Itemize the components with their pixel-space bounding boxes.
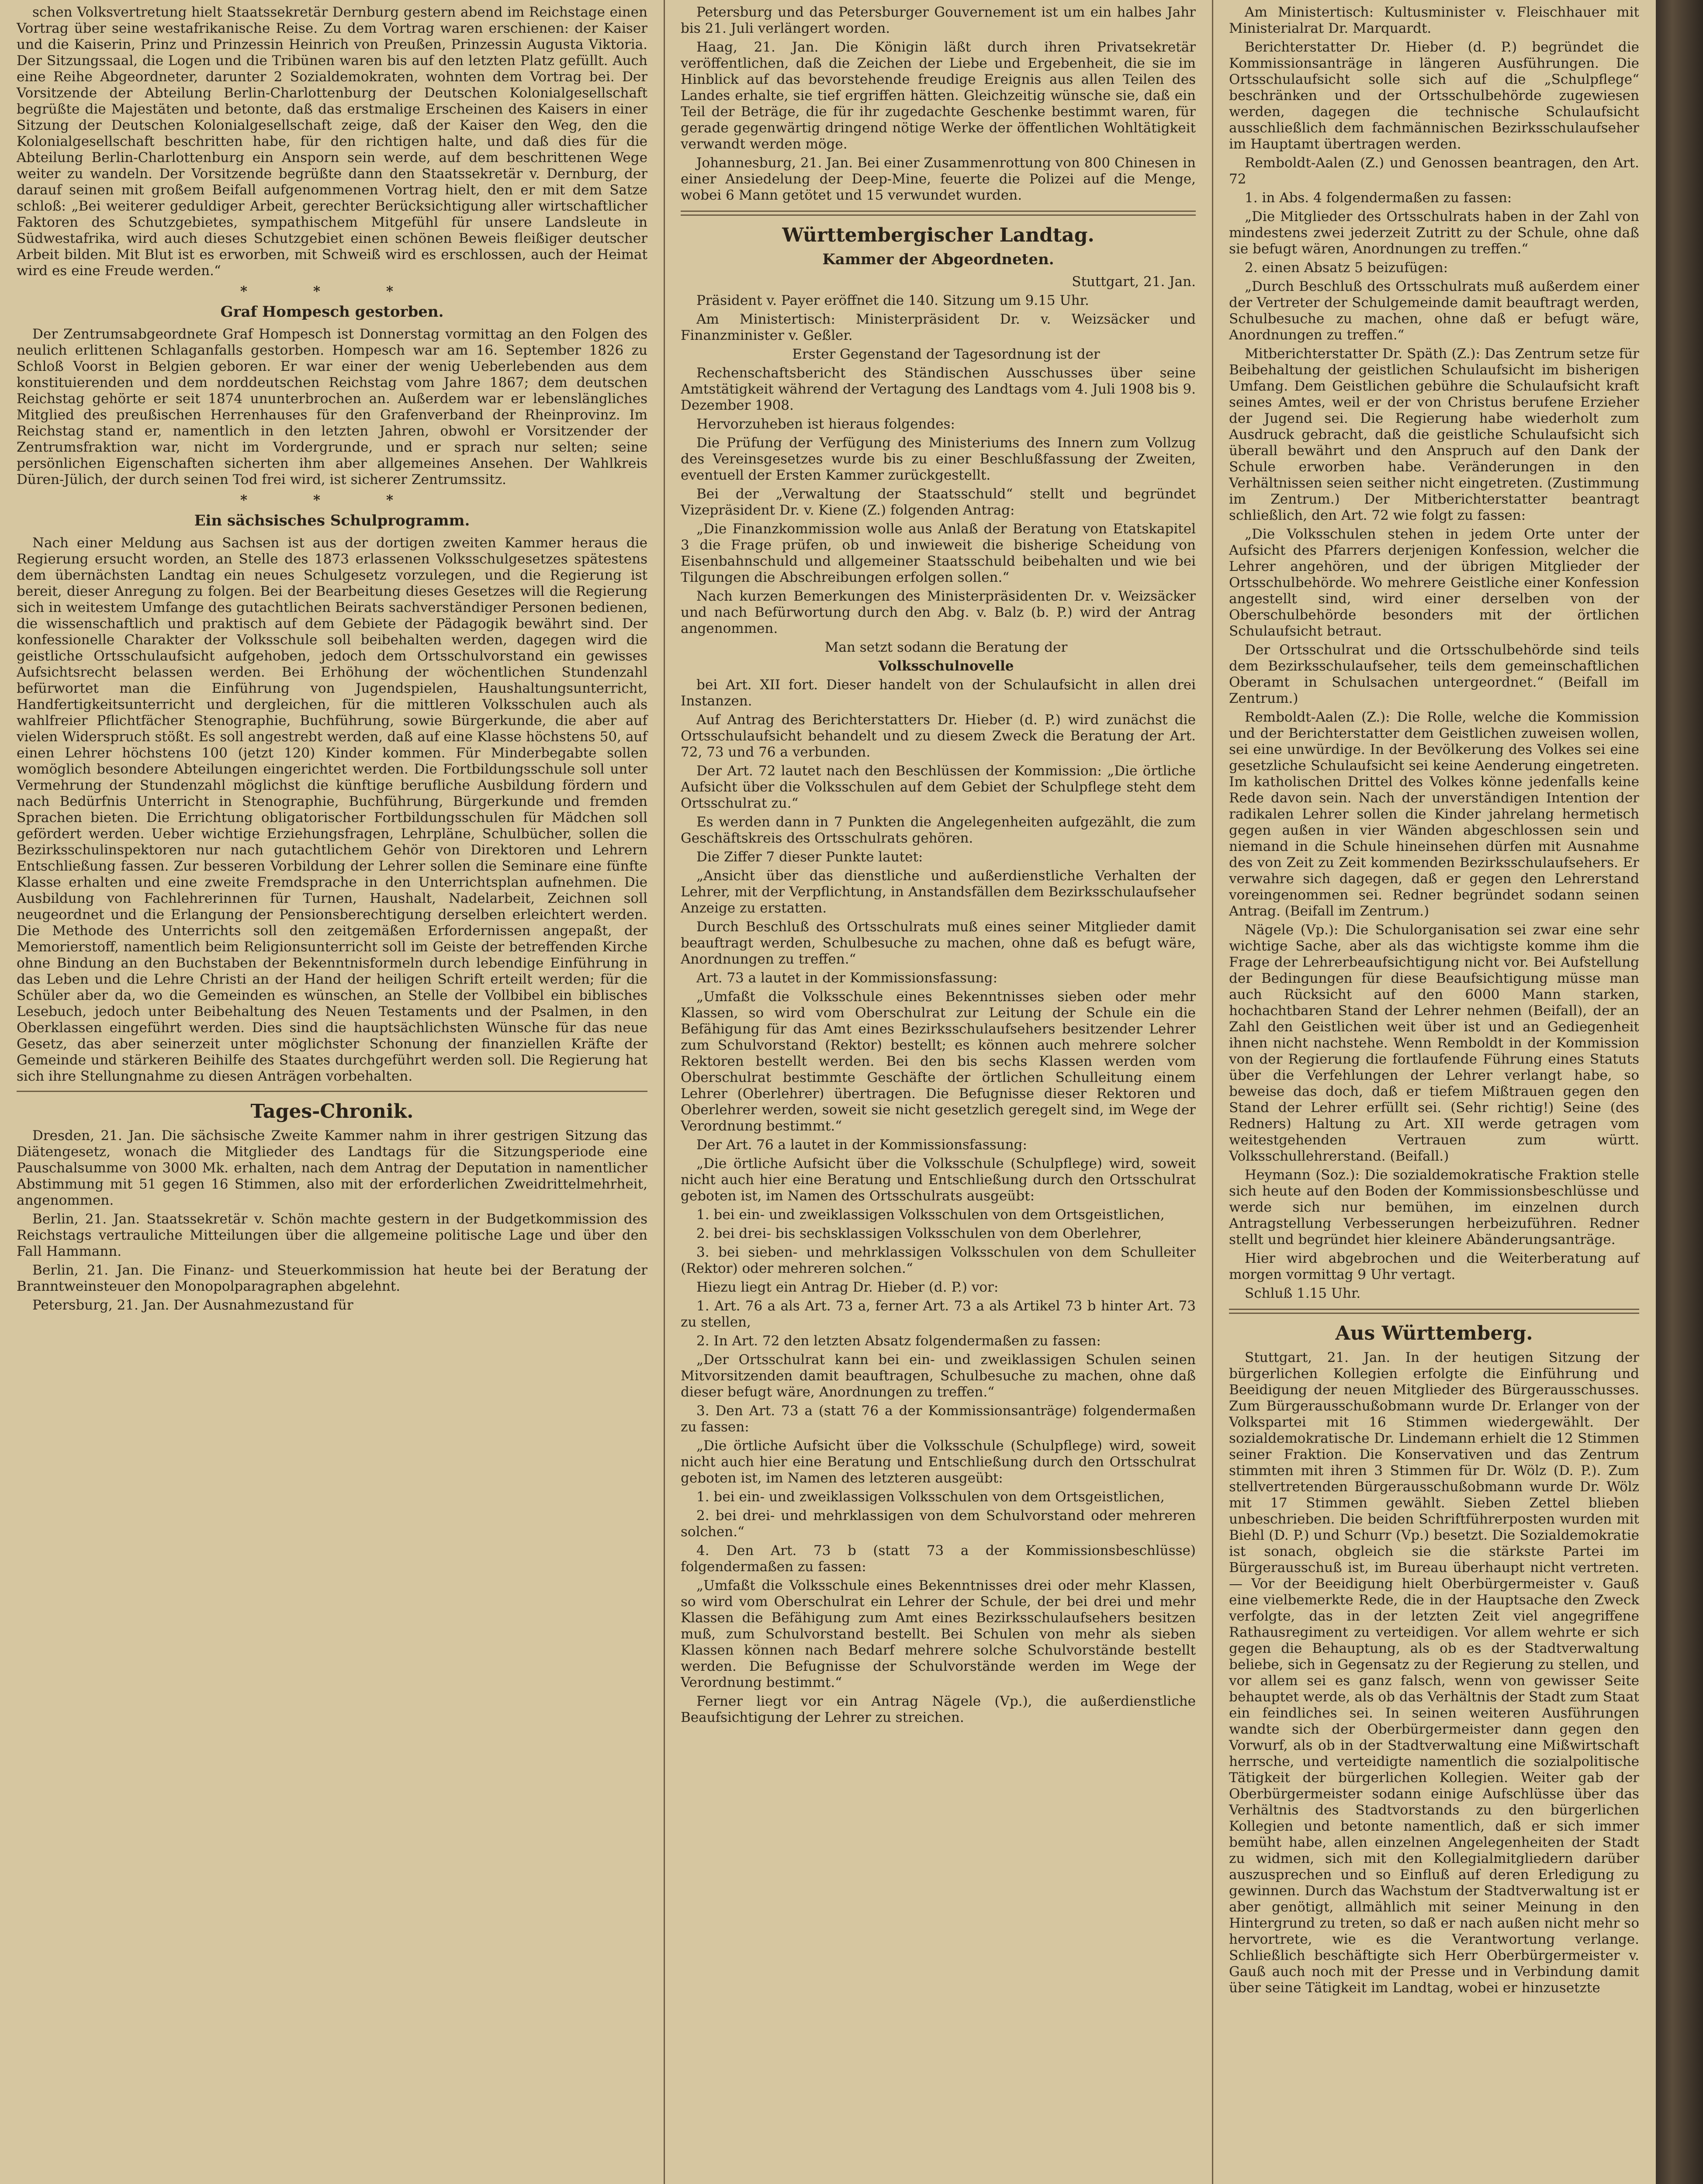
landtag-p38: „Umfaßt die Volksschule eines Bekenntnisses drei oder mehr Klassen, so wird vom Oberschulrat ein Lehrer der Schule, der bei drei und mehr Klassen die Befähigung zum Amt eines Bezirksschulaufsehers besitzen muß, zum Schulvorstand bestellt. Bei Schulen von mehr als sieben Klassen können nach Bedarf mehrere solche Schulvorstände bestellt werden. Die Befugnisse der Schulvorstände werden im Wege der Verordnung bestimmt.“ [681,1578,1196,1690]
chronicle-dresden: Dresden, 21. Jan. Die sächsische Zweite Kammer nahm in ihrer gestrigen Sitzung das Diätengesetz, wonach die Mitglieder des Landtags für die Sitzungsperiode eine Pauschalsumme von 3000 Mk. erhalten, nach dem Antrag der Deputation in namentlicher Abstimmung mit 51 gegen 16 Stimmen, also mit der erforderlichen Zweidrittelmehrheit, angenommen. [17,1128,647,1208]
landtag-p36: 2. bei drei- und mehrklassigen von dem Schulvorstand oder mehreren solchen.“ [681,1508,1196,1540]
debate-p14: Hier wird abgebrochen und die Weiterberatung auf morgen vormittag 9 Uhr vertagt. [1229,1251,1639,1282]
landtag-p10: Bei der „Verwaltung der Staatsschuld“ stellt und begründet Vizepräsident Dr. v. Kiene (Z.) folgenden Antrag: [681,486,1196,518]
dateline: Stuttgart, 21. Jan. [1072,274,1196,290]
chronicle-petersburg: Petersburg, 21. Jan. Der Ausnahmezustand für [32,1297,353,1313]
landtag-p9: Die Prüfung der Verfügung des Ministeriums des Innern zum Vollzug des Vereinsgesetzes wurde bis zu einer Beschlußfassung der Zweiten, eventuell der Ersten Kammer zurückgestellt. [681,435,1196,483]
binding-edge [1656,0,1703,2184]
landtag-p37: 4. Den Art. 73 b (statt 73 a der Kommissionsbeschlüsse) folgendermaßen zu fassen: [681,1543,1196,1575]
landtag-p39: Ferner liegt vor ein Antrag Nägele (Vp.), die außerdienstliche Beaufsichtigung der Lehrer zu streichen. [681,1693,1196,1725]
landtag-p13: Man setzt sodann die Beratung der [824,639,1068,655]
debate-p8: Mitberichterstatter Dr. Späth (Z.): Das Zentrum setze für Beibehaltung der geistlichen Schulaufsicht im bisherigen Umfang. Dem Geistlichen gebühre die Schulaufsicht kraft seines Amtes, weil er der von Christus berufene Erzieher der Jugend sei. Die Regierung habe wiederholt zum Ausdruck gebracht, daß die geistliche Schulaufsicht sich überall bewährt und den Anspruch auf den Dank der Schule erworben habe. Veränderungen in den Verhältnissen seien seither nicht eingetreten. (Zustimmung im Zentrum.) Der Mitberichterstatter beantragt schließlich, den Art. 72 wie folgt zu fassen: [1229,346,1639,523]
landtag-p27: 2. bei drei- bis sechsklassigen Volksschulen von dem Oberlehrer, [696,1226,1142,1241]
landtag-p25: „Die örtliche Aufsicht über die Volksschule (Schulpflege) wird, soweit nicht auch hier eine Beratung und Entschließung durch den Ortsschulrat geboten ist, im Namen des Ortsschulrats ausgeübt: [681,1156,1196,1204]
debate-p7: „Durch Beschluß des Ortsschulrats muß außerdem einer der Vertreter der Schulgemeinde damit beauftragt werden, Schulbesuche zu machen, ohne daß er befugt wäre, Anordnungen zu treffen.“ [1229,279,1639,343]
section-rule [681,211,1196,216]
landtag-p7: Rechenschaftsbericht des Ständischen Ausschusses über seine Amtstätigkeit während der Vertagung des Landtags vom 4. Juli 1908 bis 9. Dezember 1908. [681,365,1196,413]
landtag-p6: Erster Gegenstand der Tagesordnung ist der [792,346,1100,362]
landtag-p8: Hervorzuheben ist hieraus folgendes: [696,416,955,432]
debate-p9: „Die Volksschulen stehen in jedem Orte unter der Aufsicht des Pfarrers derjenigen Konfession, welcher die Lehrer angehören, und der übrigen Mitglieder der Ortsschulbehörde. Wo mehrere Geistliche einer Konfession angestellt sind, wird einer derselben von der Oberschulbehörde besonders mit der örtlichen Schulaufsicht betraut. [1229,526,1639,639]
headline-landtag: Württembergischer Landtag. [782,224,1094,246]
landtag-p23: „Umfaßt die Volksschule eines Bekenntnisses sieben oder mehr Klassen, so wird vom Oberschulrat zur Leitung der Schule ein die Befähigung für das Amt eines Bezirksschulaufsehers besitzender Lehrer zum Schulvorstand (Rektor) bestellt; es können auch mehrere solcher Rektoren bestellt werden. Bei den bis sechs Klassen werden vom Oberschulrat bestimmte Geschäfte der örtlichen Schulleitung einem Lehrer (Oberlehrer) übertragen. Die Befugnisse dieser Rektoren und Oberlehrer werden, soweit sie nicht gesetzlich geregelt sind, im Wege der Verordnung bestimmt.“ [681,989,1196,1134]
headline-hompesch: Graf Hompesch gestorben. [220,303,444,321]
landtag-p20: „Ansicht über das dienstliche und außerdienstliche Verhalten der Lehrer, mit der Verpflichtung, in Anstandsfällen dem Bezirksschulaufseher Anzeige zu erstatten. [681,868,1196,916]
debate-p1: Am Ministertisch: Kultusminister v. Fleischhauer mit Ministerialrat Dr. Marquardt. [1229,4,1639,36]
landtag-p19: Die Ziffer 7 dieser Punkte lautet: [696,849,923,865]
separator-asterisks: * * * [240,492,424,508]
chronicle-haag: Haag, 21. Jan. Die Königin läßt durch ihren Privatsekretär veröffentlichen, daß die Zeichen der Liebe und Ergebenheit, die sie im Hinblick auf das bevorstehende freudige Ereignis aus allen Teilen des Landes erhalte, sie tief ergriffen hätten. Gleichzeitig wünsche sie, daß ein Teil der Beträge, die für ihr zugedachte Geschenke bestimmt waren, für gerade gegenwärtig dringend nötige Werke der öffentlichen Wohltätigkeit verwandt werden möge. [681,39,1196,152]
debate-p15: Schluß 1.15 Uhr. [1245,1286,1361,1301]
debate-p13: Heymann (Soz.): Die sozialdemokratische Fraktion stelle sich heute auf den Boden der Kommissionsbeschlüsse und werde sich nur bemühen, im einzelnen durch Antragstellung Verbesserungen herbeizuführen. Redner stellt und begründet hier kleinere Abänderungsanträge. [1229,1167,1639,1248]
chronicle-berlin-2: Berlin, 21. Jan. Die Finanz- und Steuerkommission hat heute bei der Beratung der Branntweinsteuer den Monopolparagraphen abgelehnt. [17,1262,647,1294]
column-2 [664,0,1212,2184]
separator-asterisks: * * * [240,283,424,299]
landtag-p18: Es werden dann in 7 Punkten die Angelegenheiten aufgezählt, die zum Geschäftskreis des Ortsschulrats gehören. [681,814,1196,846]
headline-wuerttemberg: Aus Württemberg. [1335,1322,1533,1344]
debate-p12: Nägele (Vp.): Die Schulorganisation sei zwar eine sehr wichtige Sache, aber als das wichtigste komme ihm die Frage der Lehrerbeaufsichtigung nicht vor. Bei Aufstellung der Bedingungen für diese Beaufsichtigung müsse man auch Rücksicht auf den 6000 Mann starken, hochachtbaren Stand der Lehrer nehmen (Beifall), der an Zahl den Geistlichen weit über ist und an Gediegenheit ihnen nicht nachstehe. Wenn Remboldt in der Kommission von der Regierung die fortlaufende Führung eines Statuts über die Verfehlungen der Lehrer verlangt habe, so beweise das doch, daß er tiefem Mißtrauen gegen den Stand der Lehrer erfüllt sei. (Sehr richtig!) Seine (des Redners) Haltung zu Art. XII werde getragen vom weitestgehenden Vertrauen zum württ. Volksschullehrerstand. (Beifall.) [1229,922,1639,1164]
debate-p3: Remboldt-Aalen (Z.) und Genossen beantragen, den Art. 72 [1229,155,1639,187]
headline-school-program: Ein sächsisches Schulprogramm. [194,512,470,529]
debate-p5: „Die Mitglieder des Ortsschulrats haben in der Zahl von mindestens zwei jederzeit Zutritt zu der Schule, ohne daß sie befugt wären, Anordnungen zu treffen.“ [1229,209,1639,257]
landtag-p31: 2. In Art. 72 den letzten Absatz folgendermaßen zu fassen: [696,1333,1101,1349]
hompesch-article: Der Zentrumsabgeordnete Graf Hompesch ist Donnerstag vormittag an den Folgen des neulich erlittenen Schlaganfalls gestorben. Hompesch war am 16. September 1826 zu Schloß Voorst in Belgien geboren. Er war einer der wenig Ueberlebenden aus dem konstituierenden und dem norddeutschen Reichstag vom Jahre 1867; dem deutschen Reichstag gehörte er seit 1874 ununterbrochen an. Außerdem war er lebenslängliches Mitglied des preußischen Herrenhauses für den Grafenverband der Rheinprovinz. Im Reichstag stand er, namentlich in den letzten Jahren, obwohl er Vorsitzender der Zentrumsfraktion war, nicht im Vordergrunde, und er sprach nur selten; seine persönlichen Eigenschaften sicherten ihm aber allgemeines Ansehen. Der Wahlkreis Düren-Jülich, der durch seinen Tod frei wird, ist sicherer Zentrumssitz. [17,326,647,487]
landtag-p4: Präsident v. Payer eröffnet die 140. Sitzung um 9.15 Uhr. [696,293,1089,308]
landtag-p34: „Die örtliche Aufsicht über die Volksschule (Schulpflege) wird, soweit nicht auch hier eine Beratung und Entschließung durch den Ortsschulrat geboten ist, im Namen des letzteren ausgeübt: [681,1438,1196,1486]
section-rule [1229,1309,1639,1314]
landtag-p11: „Die Finanzkommission wolle aus Anlaß der Beratung von Etatskapitel 3 die Frage prüfen, ob und inwieweit die bisherige Scheidung von Eisenbahnschuld und allgemeiner Staatsschuld beibehalten und wie bei Tilgungen die Abschreibungen erfolgen sollen.“ [681,521,1196,585]
landtag-p24: Der Art. 76 a lautet in der Kommissionsfassung: [696,1137,1027,1153]
landtag-p33: 3. Den Art. 73 a (statt 76 a der Kommissionsanträge) folgendermaßen zu fassen: [681,1403,1196,1435]
section-rule [17,1091,647,1092]
landtag-p35: 1. bei ein- und zweiklassigen Volksschulen von dem Ortsgeistlichen, [696,1489,1165,1505]
landtag-p21: Durch Beschluß des Ortsschulrats muß eines seiner Mitglieder damit beauftragt werden, Schulbesuche zu machen, ohne daß es befugt wäre, Anordnungen zu treffen.“ [681,919,1196,967]
landtag-p26: 1. bei ein- und zweiklassigen Volksschulen von dem Ortsgeistlichen, [696,1207,1165,1223]
landtag-p22: Art. 73 a lautet in der Kommissionsfassung: [696,970,998,986]
landtag-p12: Nach kurzen Bemerkungen des Ministerpräsidenten Dr. v. Weizsäcker und nach Befürwortung durch den Abg. v. Balz (b. P.) wird der Antrag angenommen. [681,588,1196,636]
chronicle-berlin-1: Berlin, 21. Jan. Staatssekretär v. Schön machte gestern in der Budgetkommission des Reichstags vertrauliche Mitteilungen über die allgemeine politische Lage und über den Fall Hammann. [17,1211,647,1259]
landtag-p32: „Der Ortsschulrat kann bei ein- und zweiklassigen Schulen seinen Mitvorsitzenden damit beauftragen, Schulbesuche zu machen, ohne daß dieser befugt wäre, Anordnungen zu treffen.“ [681,1352,1196,1400]
debate-p10: Der Ortsschulrat und die Ortsschulbehörde sind teils dem Bezirksschulaufseher, teils dem gemeinschaftlichen Oberamt in Schulsachen untergeordnet.“ (Beifall im Zentrum.) [1229,642,1639,706]
landtag-p29: Hiezu liegt ein Antrag Dr. Hieber (d. P.) vor: [696,1279,999,1295]
column-1 [0,0,664,2184]
headline-daily-chronicle: Tages-Chronik. [250,1100,414,1123]
debate-p11: Remboldt-Aalen (Z.): Die Rolle, welche die Kommission und der Berichterstatter dem Geistlichen zuweisen wollen, sei eine unwürdige. In der Bevölkerung des Volkes sei eine gesetzliche Schulaufsicht sei keine Aenderung eingetreten. Im katholischen Drittel des Volkes könne jedenfalls keine Rede davon sein. Nach der unverständigen Intention der radikalen Lehrer sollen die Kinder jahrelang hermetisch gegen außen in vier Wänden abgeschlossen sein und niemand in die Schule hineinsehen dürfen mit Ausnahme des von Zeit zu Zeit kommenden Bezirksschulaufsehers. Er verwahre sich dagegen, daß er gegen den Lehrerstand voreingenommen sei. Redner begründet sodann seinen Antrag. (Beifall im Zentrum.) [1229,709,1639,919]
landtag-p28: 3. bei sieben- und mehrklassigen Volksschulen von dem Schulleiter (Rektor) oder mehreren solchen.“ [681,1244,1196,1276]
subheadline-chamber: Kammer der Abgeordneten. [822,251,1054,268]
landtag-p14: Volksschulnovelle [878,658,1014,674]
petersburg-continued: Petersburg und das Petersburger Gouvernement ist um ein halbes Jahr bis 21. Juli verlängert worden. [681,4,1196,36]
chronicle-johannesburg: Johannesburg, 21. Jan. Bei einer Zusammenrottung von 800 Chinesen in einer Ansiedelung der Deep-Mine, feuerte die Polizei auf die Menge, wobei 6 Mann getötet und 15 verwundet wurden. [681,155,1196,203]
debate-p4: 1. in Abs. 4 folgendermaßen zu fassen: [1245,190,1512,206]
landtag-p30: 1. Art. 76 a als Art. 73 a, ferner Art. 73 a als Artikel 73 b hinter Art. 73 zu stellen, [681,1298,1196,1330]
debate-p6: 2. einen Absatz 5 beizufügen: [1245,260,1448,276]
landtag-p5: Am Ministertisch: Ministerpräsident Dr. v. Weizsäcker und Finanzminister v. Geßler. [681,311,1196,343]
column-3 [1212,0,1656,2184]
landtag-p16: Auf Antrag des Berichterstatters Dr. Hieber (d. P.) wird zunächst die Ortsschulaufsicht behandelt und zu diesem Zweck die Beratung der Art. 72, 73 und 76 a verbunden. [681,712,1196,760]
debate-p2: Berichterstatter Dr. Hieber (d. P.) begründet die Kommissionsanträge in längeren Ausführungen. Die Ortsschulaufsicht solle sich auf die „Schulpflege“ beschränken und der Ortsschulbehörde zugewiesen werden, dagegen die technische Schulaufsicht ausschließlich dem fachmännischen Bezirksschulaufseher im Hauptamt übertragen werden. [1229,39,1639,152]
dernburg-report: schen Volksvertretung hielt Staatssekretär Dernburg gestern abend im Reichstage einen Vortrag über seine westafrikanische Reise. Zu dem Vortrag waren erschienen: der Kaiser und die Kaiserin, Prinz und Prinzessin Heinrich von Preußen, Prinzessin Augusta Viktoria. Der Sitzungssaal, die Logen und die Tribünen waren bis auf den letzten Platz gefüllt. Auch eine Reihe Abgeordneter, darunter 2 Sozialdemokraten, wohnten dem Vortrag bei. Der Vorsitzende der Abteilung Berlin-Charlottenburg der Deutschen Kolonialgesellschaft begrüßte die Majestäten und betonte, daß das erstmalige Erscheinen des Kaisers in einer Sitzung der Deutschen Kolonialgesellschaft zeige, daß der Kaiser den Weg, den die Kolonialgesellschaft beschritten habe, für den richtigen halte, und daß dies für die Abteilung Berlin-Charlottenburg ein Ansporn sein werde, auf dem beschrittenen Wege weiter zu wandeln. Der Vorsitzende begrüßte dann den Staatssekretär v. Dernburg, der darauf seinen mit großem Beifall aufgenommenen Vortrag hielt, den er mit dem Satze schloß: „Bei weiterer geduldiger Arbeit, gerechter Berücksichtigung aller wirtschaftlicher Faktoren des Schutzgebietes, sympathischem Mitgefühl für unsere Landsleute in Südwestafrika, wird auch dieses Schutzgebiet einen schönen Beweis fleißiger deutscher Arbeit bilden. Mit Blut ist es erworben, mit Schweiß wird es erschlossen, auch der Heimat wird es eine Freude werden.“ [17,4,647,279]
landtag-p17: Der Art. 72 lautet nach den Beschlüssen der Kommission: „Die örtliche Aufsicht über die Volksschulen auf dem Gebiet der Schulpflege steht dem Ortsschulrat zu.“ [681,763,1196,811]
wuerttemberg-stuttgart: Stuttgart, 21. Jan. In der heutigen Sitzung der bürgerlichen Kollegien erfolgte die Einführung und Beeidigung der neuen Mitglieder des Bürgerausschusses. Zum Bürgerausschußobmann wurde Dr. Erlanger von der Volkspartei mit 16 Stimmen wiedergewählt. Der sozialdemokratische Dr. Lindemann erhielt die 12 Stimmen seiner Fraktion. Die Konservativen und das Zentrum stimmten mit ihren 3 Stimmen für Dr. Wölz (D. P.). Zum stellvertretenden Bürgerausschußobmann wurde Dr. Wölz mit 17 Stimmen gewählt. Sieben Zettel blieben unbeschrieben. Die beiden Schriftführerposten wurden mit Biehl (D. P.) und Schurr (Vp.) besetzt. Die Sozialdemokratie ist sonach, obgleich sie die stärkste Partei im Bürgerausschuß ist, im Bureau überhaupt nicht vertreten. — Vor der Beeidigung hielt Oberbürgermeister v. Gauß eine vielbemerkte Rede, die in der Hauptsache den Zweck verfolgte, das in der letzten Zeit viel angegriffene Rathausregiment zu verteidigen. Vor allem wehrte er sich gegen die Behauptung, als ob es der Stadtverwaltung beliebe, sich in Gegensatz zu der Regierung zu stellen, und vor allem sei es ganz falsch, wenn von gewisser Seite behauptet werde, als ob das Verhältnis der Stadt zum Staat ein feindliches sei. In seinen weiteren Ausführungen wandte sich der Oberbürgermeister dann gegen den Vorwurf, als ob in der Stadtverwaltung eine Mißwirtschaft herrsche, und verteidigte namentlich die sozialpolitische Tätigkeit der bürgerlichen Kollegien. Weiter gab der Oberbürgermeister sodann einige Aufschlüsse über das Verhältnis des Stadtvorstands zu den bürgerlichen Kollegien und betonte namentlich, daß er sich immer bemüht habe, allen einzelnen Angelegenheiten der Stadt zu widmen, sich mit den Kollegialmitgliedern darüber auszusprechen und so Einfluß auf deren Erledigung zu gewinnen. Durch das Wachstum der Stadtverwaltung ist er aber genötigt, allmählich mit seiner Meinung in den Hintergrund zu treten, so daß er nach außen nicht mehr so hervortrete, wie es die Verantwortung verlange. Schließlich beschäftigte sich Herr Oberbürgermeister v. Gauß auch noch mit der Presse und in Verbindung damit über seine Tätigkeit im Landtag, wobei er hinzusetzte [1229,1350,1639,1996]
landtag-p15: bei Art. XII fort. Dieser handelt von der Schulaufsicht in allen drei Instanzen. [681,677,1196,709]
school-program-article: Nach einer Meldung aus Sachsen ist aus der dortigen zweiten Kammer heraus die Regierung ersucht worden, an Stelle des 1873 erlassenen Volksschulgesetzes spätestens dem übernächsten Landtag ein neues Schulgesetz vorzulegen, und die Regierung ist bereit, dieser Anregung zu folgen. Bei der Bearbeitung dieses Gesetzes will die Regierung sich in weitestem Umfange des gutachtlichen Beirats sachverständiger Personen bedienen, die wissenschaftlich und praktisch auf dem Gebiete der Pädagogik bewährt sind. Der konfessionelle Charakter der Volksschule soll beibehalten werden, dagegen wird die geistliche Ortsschulaufsicht aufgehoben, jedoch dem Ortsschulvorstand ein gewisses Aufsichtsrecht belassen werden. Bei Erhöhung der wöchentlichen Stundenzahl befürwortet man die Einführung von Jugendspielen, Haushaltungsunterricht, Handfertigkeitsunterricht und dergleichen, für die mittleren Volksschulen auch als wahlfreier Pflichtfächer Stenographie, Buchführung, sowie Bürgerkunde, die aber auf vielen Widerspruch stößt. Es soll angestrebt werden, daß auf eine Klasse höchstens 50, auf einen Lehrer höchstens 100 (jetzt 120) Kinder kommen. Für Minderbegabte sollen womöglich besondere Abteilungen eingerichtet werden. Die Fortbildungsschule soll unter Vermehrung der Stundenzahl möglichst die künftige berufliche Ausbildung fördern und nach Bedürfnis Unterricht in Stenographie, Buchführung, Bürgerkunde und fremden Sprachen bieten. Die Errichtung obligatorischer Fortbildungsschulen für Mädchen soll gefördert werden. Ueber wichtige Erziehungsfragen, Lehrpläne, Schulbücher, sollen die Bezirksschulinspektoren nur nach gutachtlichem Gehör von Direktoren und Lehrern Entschließung fassen. Zur besseren Vorbildung der Lehrer sollen die Seminare eine fünfte Klasse erhalten und eine zweite Fremdsprache in den Unterrichtsplan aufnehmen. Die Ausbildung von Fachlehrerinnen für Turnen, Haushalt, Nadelarbeit, Zeichnen soll neugeordnet und die Erlangung der Pensionsberechtigung derselben erleichtert werden. Die Methode des Unterrichts soll den zeitgemäßen Erfordernissen angepaßt, der Memorierstoff, namentlich beim Religionsunterricht soll im Geiste der betreffenden Kirche ohne Bindung an den Buchstaben der Bekenntnisformeln durch lebendige Einführung in das Leben und die Lehre Christi an der Hand der heiligen Schrift erteilt werden; für die Schüler aber da, wo die Gemeinden es wünschen, an Stelle der Vollbibel ein biblisches Lesebuch, jedoch unter Beibehaltung des Neuen Testaments und der Psalmen, in den Oberklassen eingeführt werden. Dies sind die hauptsächlichsten Wünsche für das neue Gesetz, das aber seinerzeit unter möglichster Schonung der finanziellen Kräfte der Gemeinde und stärkeren Beihilfe des Staates durchgeführt werden soll. Die Regierung hat sich ihre Stellungnahme zu diesen Anträgen vorbehalten. [17,535,647,1084]
